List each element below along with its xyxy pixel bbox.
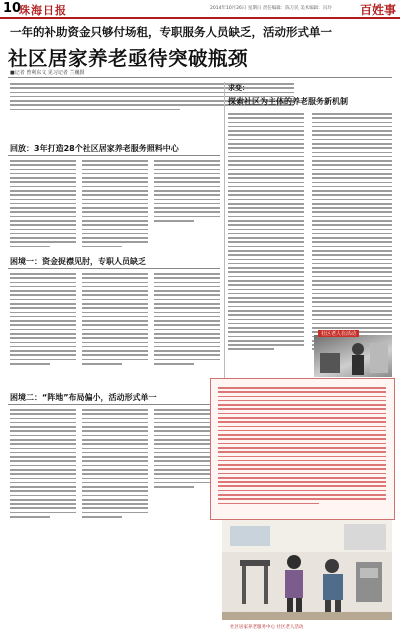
issue-date: 2014年10月26日 星期日 责任编辑：陈万民 美术编辑：冯玲: [210, 6, 332, 11]
difficulty1-column-3: [154, 273, 220, 367]
main-headline: 社区居家养老亟待突破瓶颈: [8, 47, 249, 70]
ask-label: 求变：: [228, 84, 249, 92]
photo-tag: 社区老人在活动: [318, 330, 359, 337]
difficulty1-rule: [8, 268, 220, 269]
byline: ■记者 曾利东文 见习记者 兰巍摄: [10, 70, 85, 76]
difficulty2-rule: [8, 404, 220, 405]
ask-heading: 探索社区为主体的养老服务新机制: [228, 97, 348, 106]
small-photo: [314, 335, 392, 377]
review-rule: [8, 155, 220, 156]
newspaper-logo: 珠海日报: [19, 4, 67, 17]
ask-column-1: [228, 113, 304, 353]
review-column-2: [82, 160, 148, 250]
ask-column-2: [312, 113, 392, 353]
difficulty1-column-2: [82, 273, 148, 367]
difficulty2-heading: 困境二：“阵地”布局偏小，活动形式单一: [10, 393, 157, 402]
masthead-rule: [0, 17, 400, 19]
difficulty1-column-1: [10, 273, 76, 367]
difficulty1-heading: 困境一：资金捉襟见肘，专职人员缺乏: [10, 257, 146, 266]
review-column-3: [154, 160, 220, 224]
difficulty2-column-1: [10, 409, 76, 520]
review-heading: 回放：3年打造28个社区居家养老服务照料中心: [10, 144, 179, 153]
byline-rule: [8, 77, 392, 78]
section-name: 百姓事: [359, 3, 396, 17]
page-number: 10: [3, 1, 22, 16]
pull-quote-text: [218, 387, 386, 507]
difficulty2-column-2: [82, 409, 148, 520]
photo-caption: 社区居家养老服务中心 社区老人活动: [230, 625, 304, 630]
kicker-headline: 一年的补助资金只够付场租，专职服务人员缺乏，活动形式单一: [10, 25, 332, 39]
main-photo: [222, 520, 392, 620]
review-column-1: [10, 160, 76, 250]
